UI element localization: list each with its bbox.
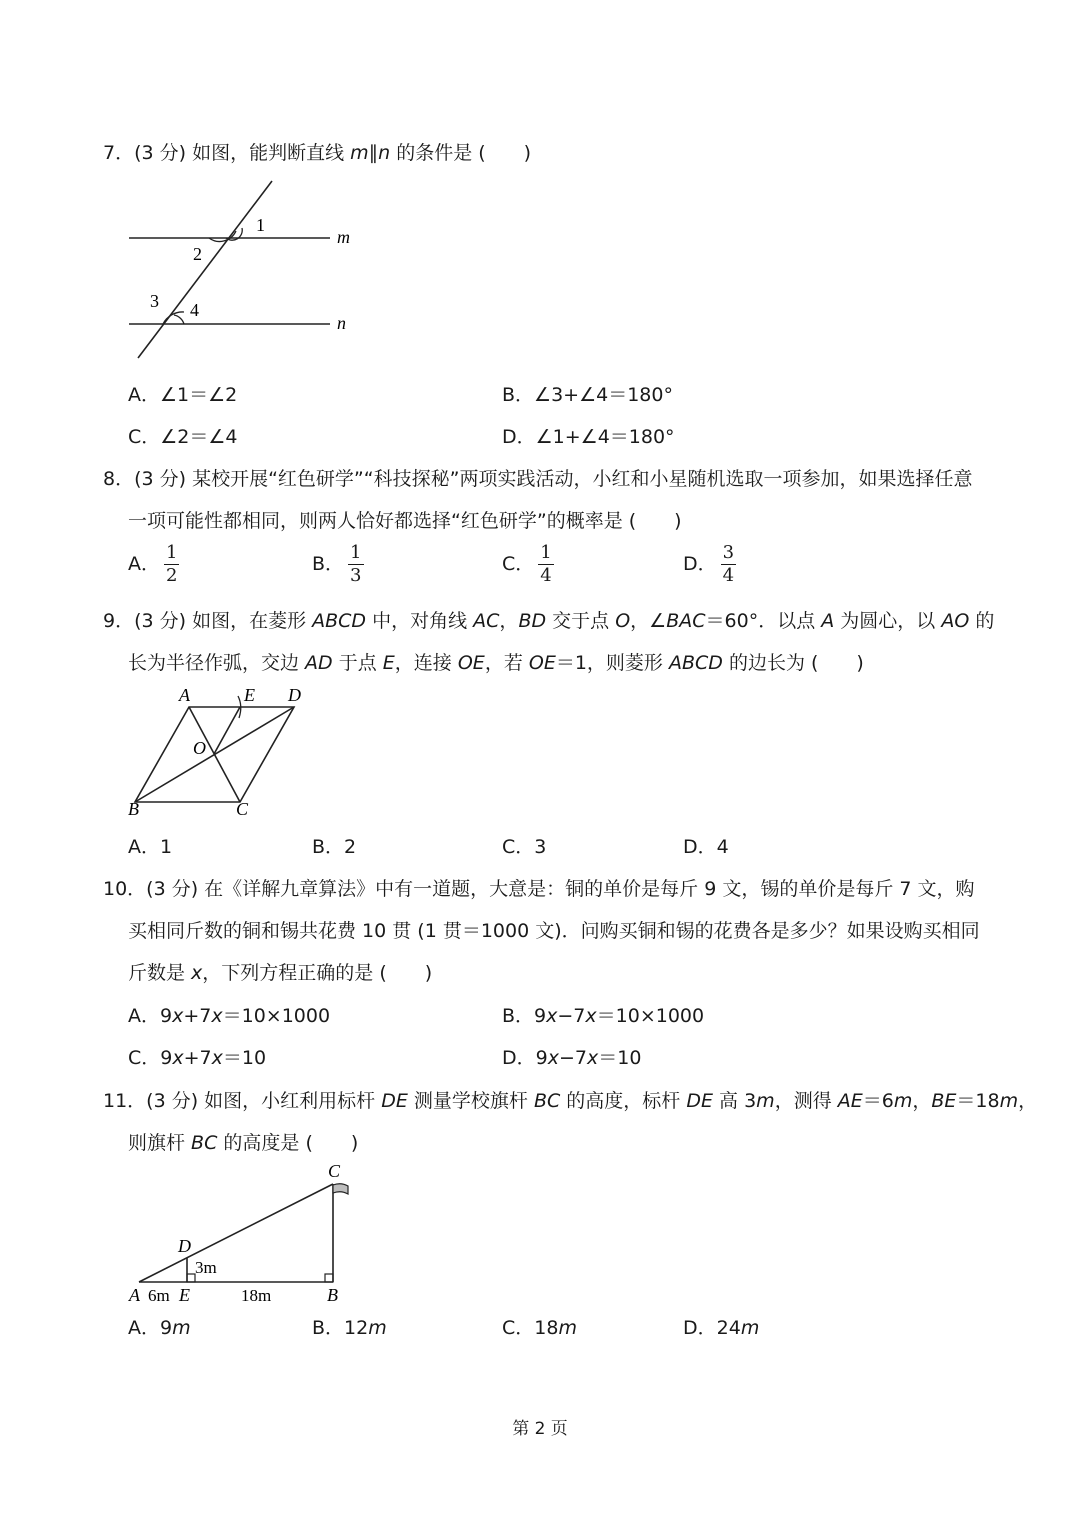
q11-option-d: D．24m — [683, 1317, 760, 1339]
q11-label-6m: 6m — [148, 1286, 170, 1305]
q8-option-d: D． $\frac{3}{4}$ — [683, 542, 735, 586]
q7-stem: 7．(3 分) 如图，能判断直线 m∥n 的条件是 ( ) — [103, 142, 532, 164]
q7-label-n: n — [337, 313, 346, 333]
page-number: 第 2 页 — [512, 1419, 568, 1439]
q9-label-c: C — [236, 799, 249, 819]
q8-option-b: B． $\frac{1}{3}$ — [312, 542, 362, 586]
q10-stem-line3: 斤数是 x，下列方程正确的是 ( ) — [128, 962, 433, 984]
q7-option-b: B．∠3+∠4＝180° — [502, 384, 673, 406]
q11-option-a: A．9m — [128, 1317, 191, 1339]
q8-stem-line2: 一项可能性都相同，则两人恰好都选择“红色研学”的概率是 ( ) — [128, 510, 682, 532]
q10-stem-line1: 10．(3 分) 在《详解九章算法》中有一道题，大意是：铜的单价是每斤 9 文，锡的单价是每斤 7 文，购 — [103, 878, 975, 900]
q9-label-b: B — [128, 799, 139, 819]
q8-stem-line1: 8．(3 分) 某校开展“红色研学”“科技探秘”两项实践活动，小红和小星随机选取一项参加，如果选择任意 — [103, 468, 973, 490]
q9-label-a: A — [179, 685, 190, 705]
q11-option-b: B．12m — [312, 1317, 387, 1339]
q11-label-b: B — [327, 1285, 338, 1305]
q7-label-4: 4 — [190, 300, 199, 320]
q9-option-d: D．4 — [683, 836, 729, 858]
q9-option-b: B．2 — [312, 836, 357, 858]
q11-label-e: E — [179, 1285, 190, 1305]
q7-option-a: A．∠1＝∠2 — [128, 384, 238, 406]
q9-option-a: A．1 — [128, 836, 173, 858]
q10-option-a: A．9x+7x＝10×1000 — [128, 1005, 331, 1027]
q9-label-e: E — [244, 685, 255, 705]
q11-label-c: C — [328, 1161, 341, 1181]
q8-option-c: C． $\frac{1}{4}$ — [502, 542, 552, 586]
q7-label-m: m — [337, 227, 350, 247]
q7-label-3: 3 — [150, 291, 159, 311]
q11-label-18m: 18m — [241, 1286, 272, 1305]
q7-parallel-lines-figure — [125, 178, 365, 363]
q7-label-2: 2 — [193, 244, 202, 264]
q9-label-o: O — [193, 738, 206, 758]
q10-option-b: B．9x−7x＝10×1000 — [502, 1005, 705, 1027]
q9-option-c: C．3 — [502, 836, 547, 858]
q7-option-d: D．∠1+∠4＝180° — [502, 426, 675, 448]
q10-stem-line2: 买相同斤数的铜和锡共花费 10 贯 (1 贯＝1000 文)．问购买铜和锡的花费各是多少？如果设购买相同 — [128, 920, 980, 942]
q11-label-d: D — [178, 1236, 191, 1256]
q11-label-a: A — [129, 1285, 140, 1305]
q11-flagpole-figure — [125, 1158, 365, 1308]
q11-stem-line1: 11．(3 分) 如图，小红利用标杆 DE 测量学校旗杆 BC 的高度，标杆 DE 高 3m，测得 AE＝6m，BE＝18m， — [103, 1090, 1038, 1112]
q11-option-c: C．18m — [502, 1317, 577, 1339]
q11-stem-line2: 则旗杆 BC 的高度是 ( ) — [128, 1132, 359, 1154]
q9-rhombus-figure — [122, 682, 322, 822]
q9-label-d: D — [288, 685, 301, 705]
q10-option-c: C．9x+7x＝10 — [128, 1047, 267, 1069]
q7-option-c: C．∠2＝∠4 — [128, 426, 238, 448]
q8-option-a: A． $\frac{1}{2}$ — [128, 542, 178, 586]
q9-stem-line2: 长为半径作弧，交边 AD 于点 E，连接 OE，若 OE＝1，则菱形 ABCD 的边长为 ( ) — [128, 652, 864, 674]
q11-label-3m: 3m — [195, 1258, 217, 1277]
q10-option-d: D．9x−7x＝10 — [502, 1047, 642, 1069]
q7-label-1: 1 — [256, 215, 265, 235]
q9-stem-line1: 9．(3 分) 如图，在菱形 ABCD 中，对角线 AC，BD 交于点 O，∠BAC＝60°．以点 A 为圆心，以 AO 的 — [103, 610, 995, 632]
